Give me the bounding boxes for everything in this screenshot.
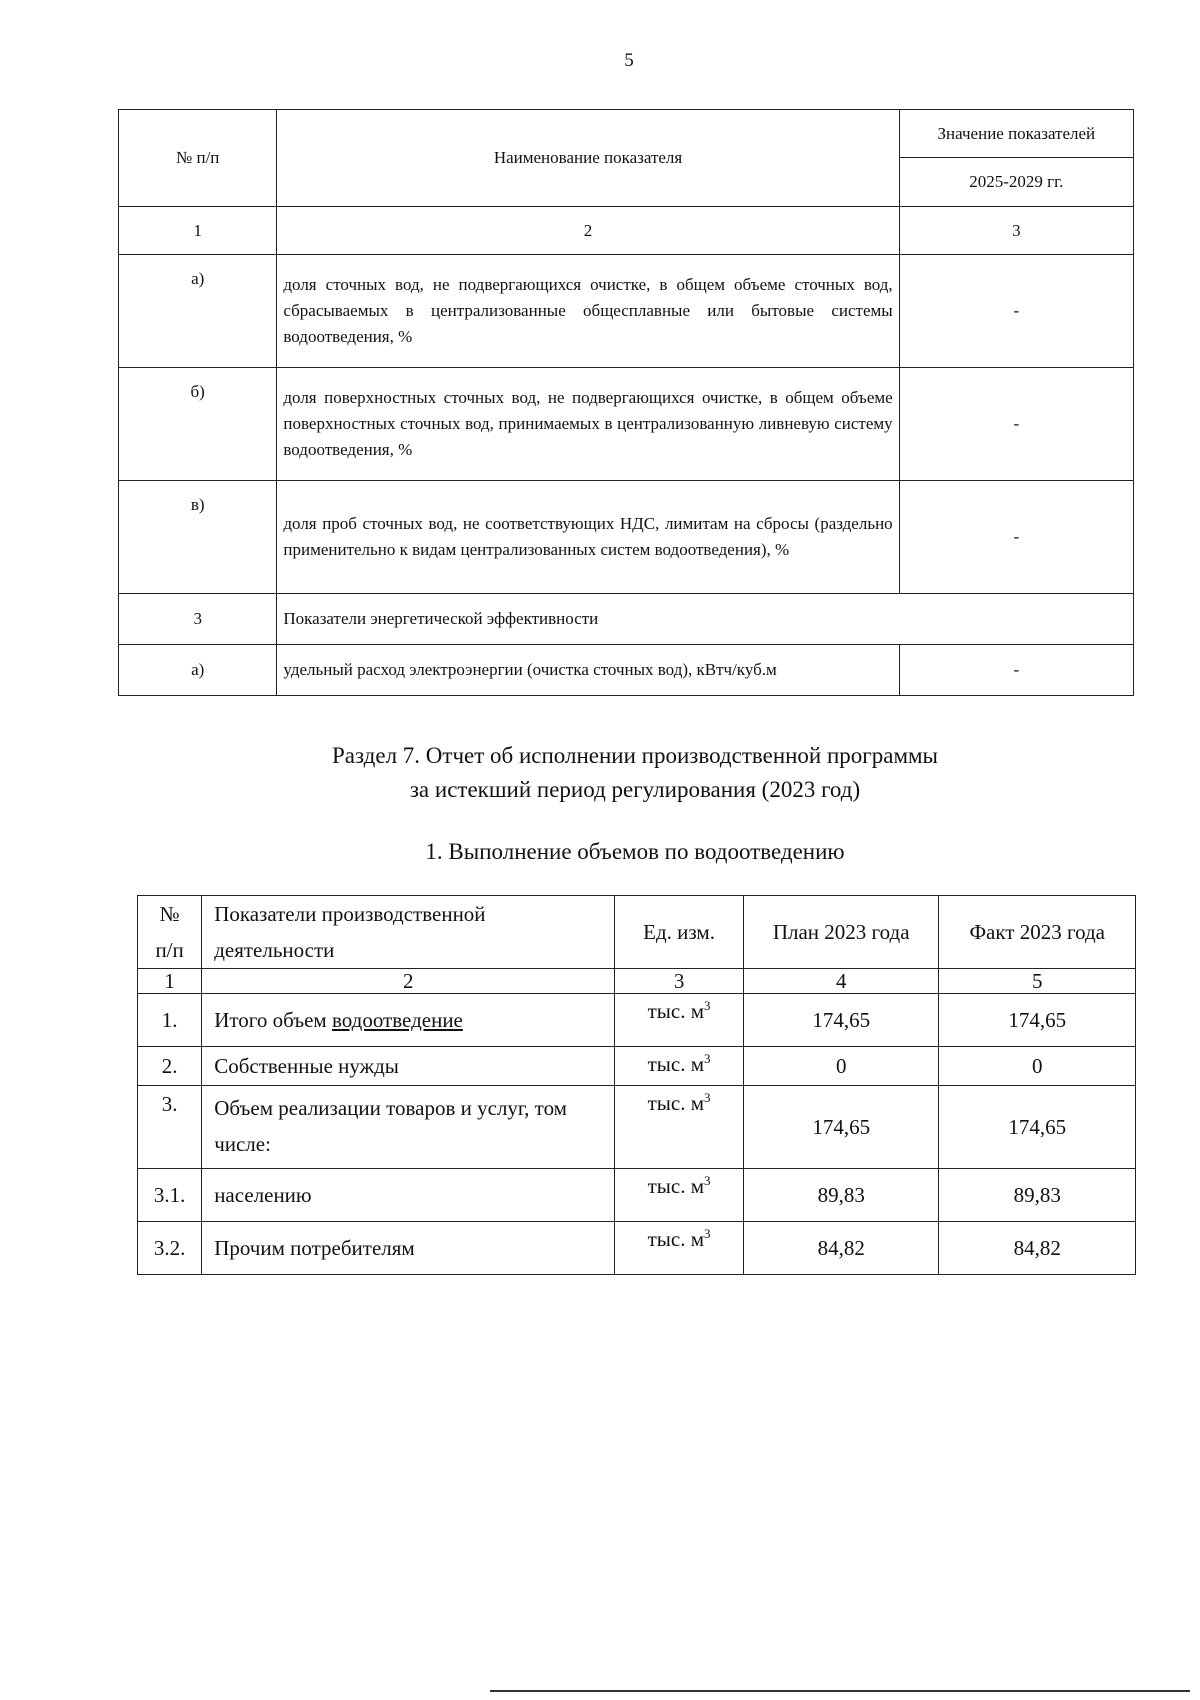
index-cell: 1: [138, 969, 202, 994]
row-unit: [615, 1086, 744, 1169]
table-row: [138, 1222, 1136, 1275]
row-unit: [615, 1169, 744, 1222]
table-row: [138, 1086, 1136, 1169]
index-cell: 3: [899, 207, 1133, 255]
row-plan: 89,83: [743, 1169, 939, 1222]
index-cell: 2: [202, 969, 615, 994]
unit-text: тыс. м: [647, 1227, 705, 1251]
unit-text: тыс. м: [647, 1174, 705, 1198]
row-name: [202, 994, 615, 1047]
row-plan: 174,65: [743, 994, 939, 1047]
unit-sup: 3: [704, 1090, 711, 1105]
row-plan: 84,82: [743, 1222, 939, 1275]
table-row: [119, 481, 1134, 594]
header-num: [138, 896, 202, 969]
row-num: 2.: [138, 1047, 202, 1086]
row-name-underlined: водоотведение: [331, 1007, 463, 1032]
unit-text: тыс. м: [647, 1091, 705, 1115]
row-fact: 174,65: [939, 1086, 1136, 1169]
unit-text: тыс. м: [647, 999, 705, 1023]
section-text: Показатели энергетической эффективности: [277, 594, 1134, 645]
section-title-line: Раздел 7. Отчет об исполнении производственной программы: [331, 743, 939, 768]
row-fact: 174,65: [939, 994, 1136, 1047]
header-indicator-line: Показатели производственной: [214, 902, 486, 926]
row-name: Собственные нужды: [202, 1047, 615, 1086]
column-index-row: [119, 207, 1134, 255]
table-row: [138, 1169, 1136, 1222]
row-fact: 0: [939, 1047, 1136, 1086]
table-row: [138, 994, 1136, 1047]
table-row: [119, 368, 1134, 481]
row-fact: 89,83: [939, 1169, 1136, 1222]
index-cell: 1: [119, 207, 277, 255]
volumes-table: [137, 895, 1136, 1275]
row-name: [202, 1086, 615, 1169]
header-indicator: [202, 896, 615, 969]
row-label: а): [119, 255, 277, 368]
section-label: 3: [119, 594, 277, 645]
row-label: в): [119, 481, 277, 594]
row-value: -: [899, 645, 1133, 696]
row-num: 1.: [138, 994, 202, 1047]
bottom-rule: [490, 1690, 1190, 1692]
row-fact: 84,82: [939, 1222, 1136, 1275]
header-fact: Факт 2023 года: [939, 896, 1136, 969]
index-cell: 2: [277, 207, 899, 255]
table-header-row: [119, 110, 1134, 158]
row-plan: 0: [743, 1047, 939, 1086]
page-number: 5: [624, 50, 634, 71]
header-num-line: №: [159, 902, 180, 926]
row-name: населению: [202, 1169, 615, 1222]
row-unit: [615, 1047, 744, 1086]
subsection-title: 1. Выполнение объемов по водоотведению: [425, 839, 845, 864]
header-indicator-line: деятельности: [214, 938, 335, 962]
header-value: Значение показателей: [899, 110, 1133, 158]
section-title-line: за истекший период регулирования (2023 год): [409, 777, 861, 802]
section-title: [0, 739, 1200, 807]
header-plan: План 2023 года: [743, 896, 939, 969]
row-unit: [615, 1222, 744, 1275]
row-text: доля поверхностных сточных вод, не подвергающихся очистке, в общем объеме поверхностных сточных вод, принимаемых в централизованную ливневую систему водоотведения, %: [277, 368, 899, 481]
header-name: Наименование показателя: [277, 110, 899, 207]
unit-sup: 3: [704, 998, 711, 1013]
unit-sup: 3: [704, 1226, 711, 1241]
row-name-line: числе:: [214, 1132, 271, 1156]
header-num: № п/п: [119, 110, 277, 207]
table-header-row: [138, 896, 1136, 969]
table-row: [119, 645, 1134, 696]
row-value: -: [899, 255, 1133, 368]
row-label: а): [119, 645, 277, 696]
row-name-line: Объем реализации товаров и услуг, том: [214, 1096, 567, 1120]
row-text: удельный расход электроэнергии (очистка сточных вод), кВтч/куб.м: [277, 645, 899, 696]
index-cell: 3: [615, 969, 744, 994]
column-index-row: [138, 969, 1136, 994]
row-num: 3.1.: [138, 1169, 202, 1222]
row-value: -: [899, 481, 1133, 594]
table-row: [138, 1047, 1136, 1086]
header-years: 2025-2029 гг.: [899, 158, 1133, 207]
row-name: Прочим потребителям: [202, 1222, 615, 1275]
row-value: -: [899, 368, 1133, 481]
unit-sup: 3: [704, 1173, 711, 1188]
index-cell: 4: [743, 969, 939, 994]
row-unit: [615, 994, 744, 1047]
header-unit: Ед. изм.: [615, 896, 744, 969]
table-row: [119, 255, 1134, 368]
unit-text: тыс. м: [647, 1052, 705, 1076]
row-text: доля проб сточных вод, не соответствующих НДС, лимитам на сбросы (раздельно применительно к видам централизованных систем водоотведения), %: [277, 481, 899, 594]
header-num-line: п/п: [155, 938, 184, 962]
row-name-prefix: Итого объем: [214, 1007, 332, 1032]
unit-sup: 3: [704, 1051, 711, 1066]
row-plan: 174,65: [743, 1086, 939, 1169]
row-num: 3.: [138, 1086, 202, 1169]
row-num: 3.2.: [138, 1222, 202, 1275]
section-row: [119, 594, 1134, 645]
row-label: б): [119, 368, 277, 481]
indicators-table: [118, 109, 1134, 696]
row-text: доля сточных вод, не подвергающихся очистке, в общем объеме сточных вод, сбрасываемых в централизованные общесплавные или бытовые системы водоотведения, %: [277, 255, 899, 368]
index-cell: 5: [939, 969, 1136, 994]
